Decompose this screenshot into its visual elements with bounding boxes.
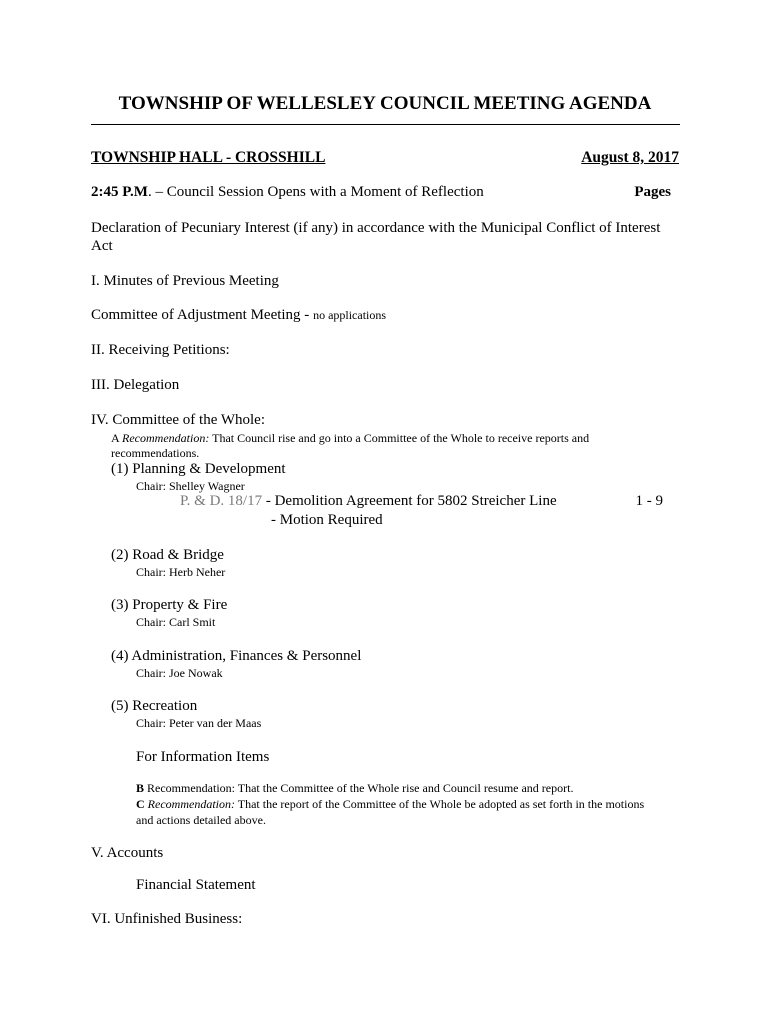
section-administration: (4) Administration, Finances & Personnel — [111, 648, 362, 664]
declaration-line-1: Declaration of Pecuniary Interest (if any) in accordance with the Municipal Conflict of Interest — [91, 220, 661, 236]
chair-planning: Chair: Shelley Wagner — [136, 479, 245, 493]
recommendation-b — [136, 781, 573, 796]
adjustment-note: no applications — [313, 308, 387, 322]
declaration-line-2: Act — [91, 238, 113, 254]
opening-line — [91, 184, 484, 201]
recommendation-c-line-1 — [136, 797, 644, 812]
chair-property-fire: Chair: Carl Smit — [136, 615, 216, 629]
delegation-heading: III. Delegation — [91, 377, 180, 393]
opening-text: . – Council Session Opens with a Moment of Reflection — [147, 184, 484, 200]
unfinished-business-heading: VI. Unfinished Business: — [91, 911, 243, 927]
recommendation-a-text: That Council rise and go into a Committee of the Whole to receive reports and — [209, 431, 590, 445]
information-items: For Information Items — [136, 749, 270, 765]
recommendation-b-letter: B — [136, 781, 145, 795]
recommendation-c-label: Recommendation: — [147, 797, 235, 811]
petitions-heading: II. Receiving Petitions: — [91, 342, 230, 358]
pd-item-motion: - Motion Required — [271, 512, 383, 528]
financial-statement: Financial Statement — [136, 877, 256, 893]
opening-time: 2:45 P.M — [91, 184, 148, 200]
section-planning: (1) Planning & Development — [111, 461, 286, 477]
chair-road-bridge: Chair: Herb Neher — [136, 565, 226, 579]
recommendation-b-text: Recommendation: That the Committee of the Whole rise and Council resume and report. — [144, 781, 574, 795]
section-recreation: (5) Recreation — [111, 698, 198, 714]
recommendation-a-letter: A — [111, 431, 123, 445]
page-title: TOWNSHIP OF WELLESLEY COUNCIL MEETING AGENDA — [118, 93, 652, 114]
meeting-date: August 8, 2017 — [581, 149, 679, 166]
meeting-location: TOWNSHIP HALL - CROSSHILL — [91, 149, 326, 166]
recommendation-c-letter: C — [136, 797, 148, 811]
section-property-fire: (3) Property & Fire — [111, 597, 228, 613]
recommendation-c-text: That the report of the Committee of the Whole be adopted as set forth in the motions — [234, 797, 645, 811]
accounts-heading: V. Accounts — [91, 845, 164, 861]
section-road-bridge: (2) Road & Bridge — [111, 547, 224, 563]
minutes-heading: I. Minutes of Previous Meeting — [91, 273, 279, 289]
recommendation-a-line-1 — [111, 431, 589, 446]
recommendation-c-line-2: and actions detailed above. — [136, 813, 266, 827]
title-divider — [91, 124, 680, 125]
pd-item — [180, 493, 557, 510]
recommendation-a-line-2: recommendations. — [111, 446, 200, 460]
pd-item-text: - Demolition Agreement for 5802 Streicher Line — [262, 493, 557, 509]
pages-label: Pages — [634, 184, 671, 200]
chair-administration: Chair: Joe Nowak — [136, 666, 223, 680]
pd-item-pages: 1 - 9 — [635, 493, 663, 509]
chair-recreation: Chair: Peter van der Maas — [136, 716, 262, 730]
adjustment-text: Committee of Adjustment Meeting - — [91, 307, 314, 323]
recommendation-a-label: Recommendation: — [122, 431, 210, 445]
committee-heading: IV. Committee of the Whole: — [91, 412, 266, 428]
pd-item-ref: P. & D. 18/17 — [180, 493, 263, 509]
adjustment-line — [91, 307, 386, 324]
